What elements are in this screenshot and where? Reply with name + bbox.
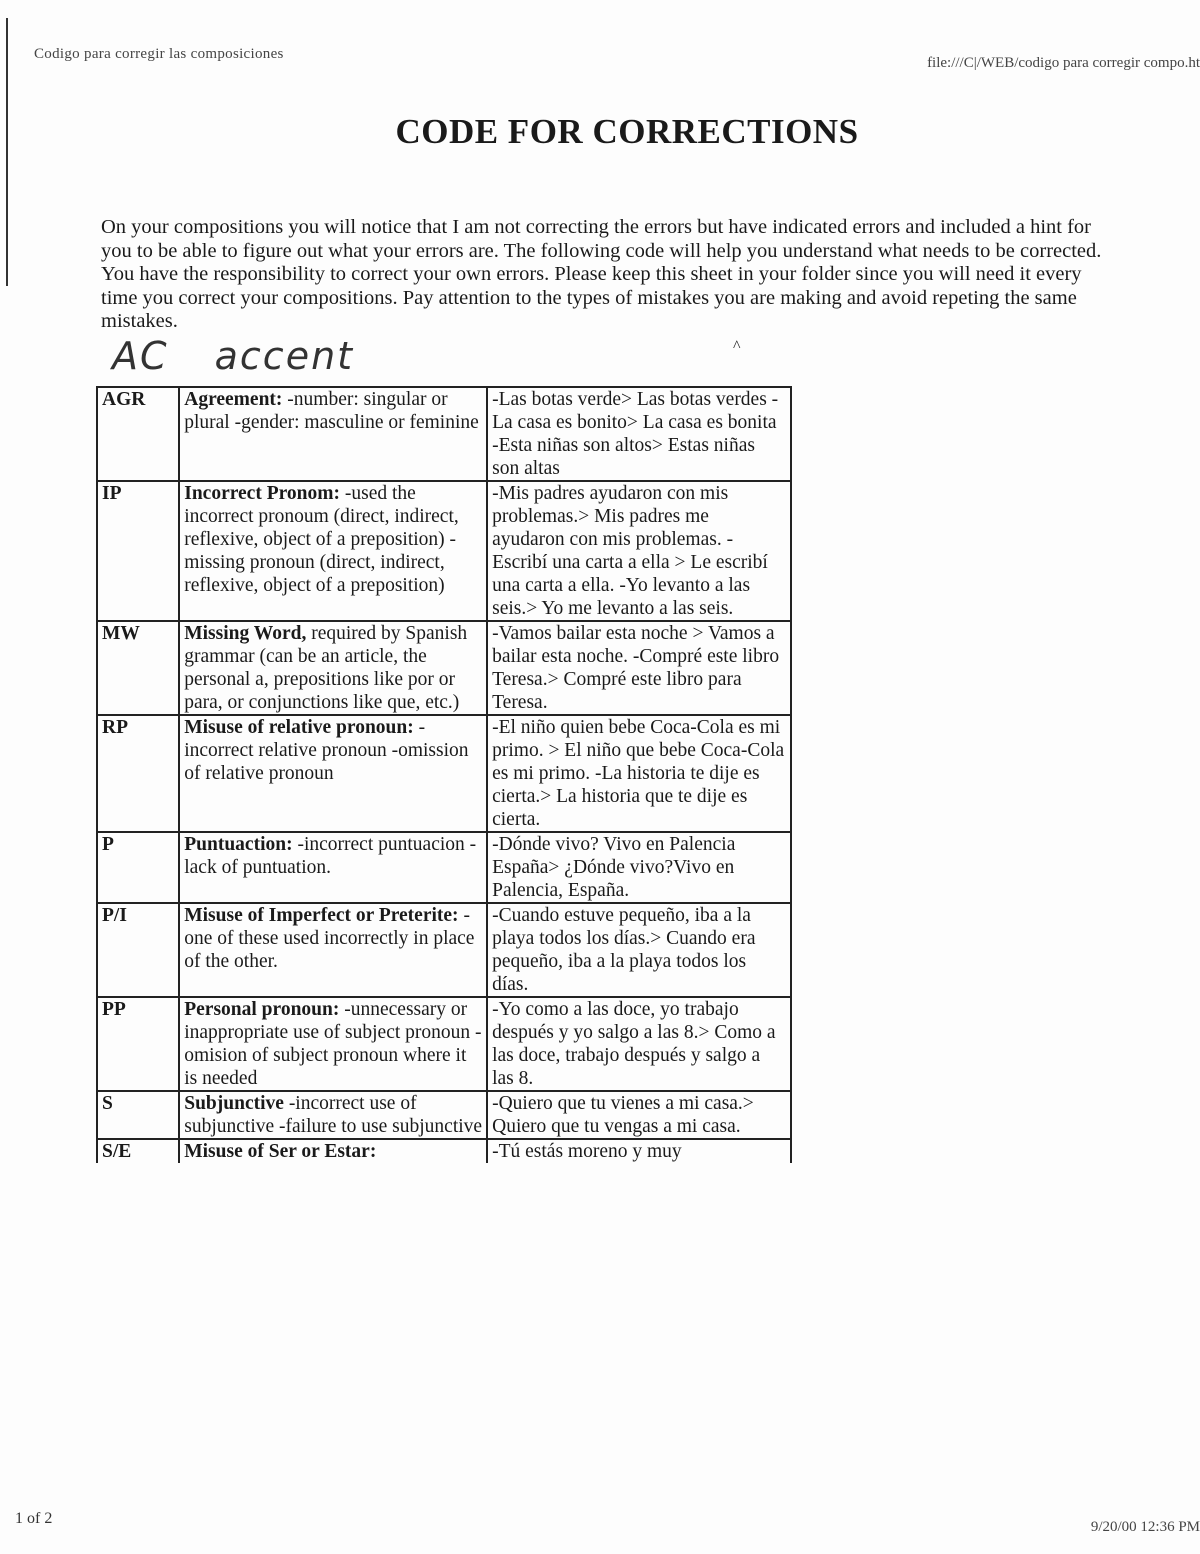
intro-paragraph: On your compositions you will notice that I am not correcting the errors but have indicated errors and included a hint for you to be able to figure out what your errors are. The following code will help you understand what needs to be corrected. You have the responsibility to correct your own errors. Please keep this sheet in your folder since you will need it every time you correct your compositions. Pay attention to the types of mistakes you are making and avoid repeting the same mistakes. <box>101 216 1102 332</box>
row-example: -Dónde vivo? Vivo en Palencia España> ¿Dónde vivo?Vivo en Palencia, España. <box>487 832 791 903</box>
row-description-title: Misuse of Imperfect or Preterite: <box>184 905 459 926</box>
row-code: S <box>97 1091 179 1139</box>
row-description <box>179 621 487 715</box>
corrections-table <box>96 386 792 1163</box>
row-example: -Quiero que tu vienes a mi casa.> Quiero que tu vengas a mi casa. <box>487 1091 791 1139</box>
row-code: RP <box>97 715 179 832</box>
table-row <box>97 715 791 832</box>
row-description-title: Misuse of Ser or Estar: <box>184 1141 377 1162</box>
row-description-text: -incorrect relative pronoun -omission of relative pronoun <box>184 717 469 784</box>
row-code: IP <box>97 481 179 621</box>
row-code: P/I <box>97 903 179 997</box>
row-description <box>179 1139 487 1163</box>
margin-rule <box>6 18 8 286</box>
row-description-title: Incorrect Pronom: <box>184 483 341 504</box>
table-row <box>97 481 791 621</box>
row-description <box>179 387 487 481</box>
row-description <box>179 997 487 1091</box>
row-description-text: -used the incorrect pronoum (direct, indirect, reflexive, object of a preposition) -missing pronoun (direct, indirect, reflexive, object of a preposition) <box>184 483 459 596</box>
table-row <box>97 997 791 1091</box>
row-example: -Yo como a las doce, yo trabajo después y yo salgo a las 8.> Como a las doce, trabajo después y salgo a las 8. <box>487 997 791 1091</box>
table-row <box>97 1091 791 1139</box>
row-example: -El niño quien bebe Coca-Cola es mi primo. > El niño que bebe Coca-Cola es mi primo. -La historia te dije es cierta.> La historia que te dije es cierta. <box>487 715 791 832</box>
row-example: -Mis padres ayudaron con mis problemas.> Mis padres me ayudaron con mis problemas. -Escribí una carta a ella > Le escribí una carta a ella. -Yo levanto a las seis.> Yo me levanto a las seis. <box>487 481 791 621</box>
row-code: P <box>97 832 179 903</box>
row-description-title: Misuse of relative pronoun: <box>184 717 414 738</box>
row-description <box>179 832 487 903</box>
row-description <box>179 715 487 832</box>
row-description <box>179 481 487 621</box>
handwritten-code: AC <box>112 334 169 378</box>
table-row <box>97 387 791 481</box>
table-row <box>97 903 791 997</box>
row-description-text: -incorrect use of subjunctive -failure to use subjunctive <box>184 1093 483 1137</box>
row-description-text: required by Spanish grammar (can be an article, the personal a, prepositions like por or para, or conjunctions like que, etc.) <box>184 623 468 713</box>
row-code: S/E <box>97 1139 179 1163</box>
row-description-title: Subjunctive <box>184 1093 284 1114</box>
table-row <box>97 621 791 715</box>
row-example: -Tú estás moreno y muy <box>487 1139 791 1163</box>
handwritten-caret: ^ <box>733 338 741 355</box>
row-description-text: -number: singular or plural -gender: masculine or feminine <box>184 389 479 433</box>
handwritten-note <box>112 334 386 378</box>
row-description-text: -incorrect puntuacion -lack of puntuation. <box>184 834 477 878</box>
print-header-url: file:///C|/WEB/codigo para corregir compo.ht <box>927 55 1200 71</box>
row-description <box>179 903 487 997</box>
print-header-title: Codigo para corregir las composiciones <box>34 46 284 62</box>
handwritten-word: accent <box>214 334 355 378</box>
row-description-title: Agreement: <box>184 389 283 410</box>
row-example: -Vamos bailar esta noche > Vamos a bailar esta noche. -Compré este libro Teresa.> Compré este libro para Teresa. <box>487 621 791 715</box>
row-description-title: Missing Word, <box>184 623 307 644</box>
page-number: 1 of 2 <box>15 1510 53 1527</box>
table-row <box>97 832 791 903</box>
row-example: -Las botas verde> Las botas verdes -La casa es bonito> La casa es bonita -Esta niñas son altos> Estas niñas son altas <box>487 387 791 481</box>
table-row <box>97 1139 791 1163</box>
row-description-text: -one of these used incorrectly in place of the other. <box>184 905 475 972</box>
row-description <box>179 1091 487 1139</box>
print-timestamp: 9/20/00 12:36 PM <box>1090 1519 1200 1535</box>
row-description-title: Personal pronoun: <box>184 999 340 1020</box>
row-example: -Cuando estuve pequeño, iba a la playa todos los días.> Cuando era pequeño, iba a la playa todos los días. <box>487 903 791 997</box>
row-code: MW <box>97 621 179 715</box>
page-title: CODE FOR CORRECTIONS <box>395 112 859 151</box>
row-code: PP <box>97 997 179 1091</box>
row-description-text: -unnecessary or inappropriate use of subject pronoun -omision of subject pronoun where it is needed <box>184 999 482 1089</box>
row-description-title: Puntuaction: <box>184 834 293 855</box>
row-code: AGR <box>97 387 179 481</box>
